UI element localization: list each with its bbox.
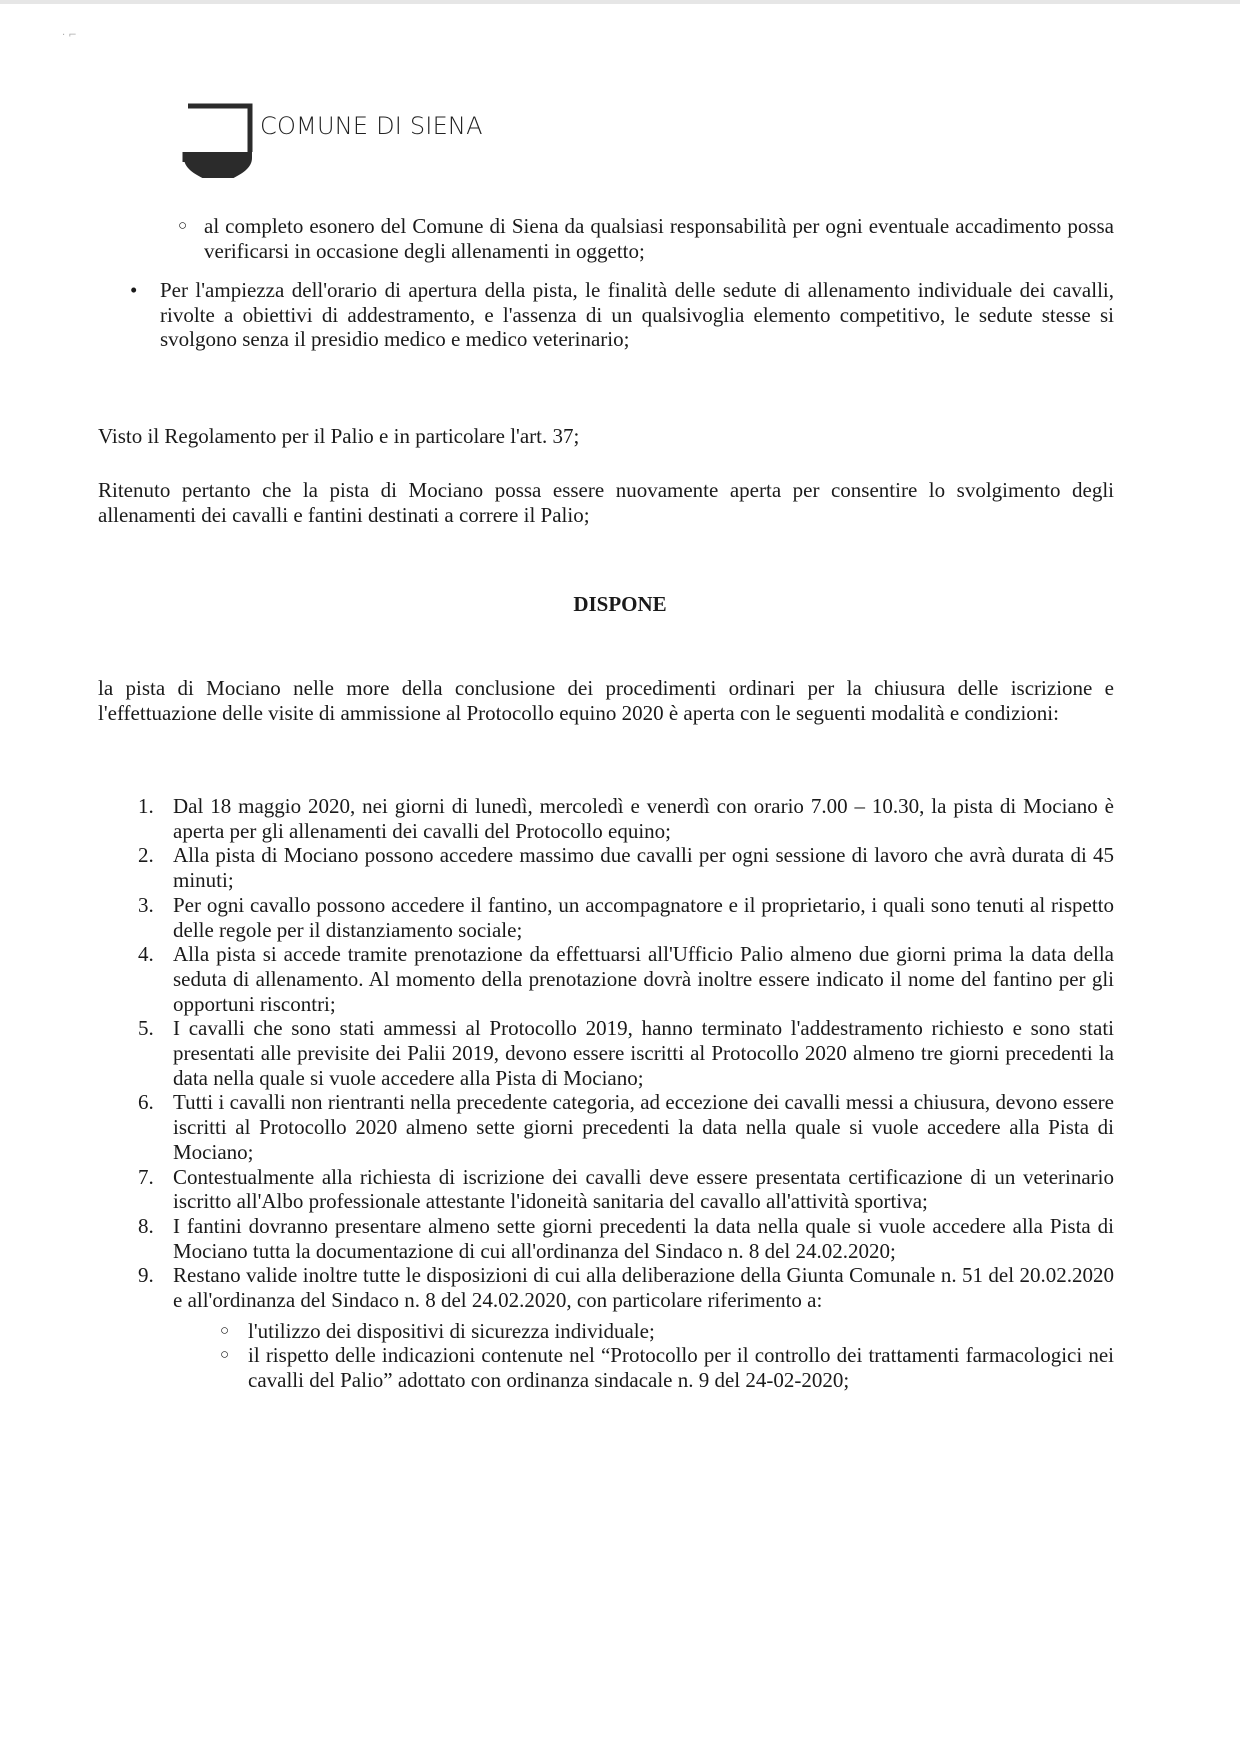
- list-item: [98, 1165, 1114, 1214]
- item-number: 6.: [138, 1090, 154, 1115]
- item-number: 2.: [138, 843, 154, 868]
- item-number: 4.: [138, 942, 154, 967]
- item-number: 7.: [138, 1164, 154, 1189]
- subitem-text: al completo esonero del Comune di Siena da qualsiasi responsabilità per ogni eventuale accadimento possa verificarsi in occasione degli allenamenti in oggetto;: [204, 214, 1114, 263]
- paragraph-visto: [98, 424, 1114, 449]
- circle-bullet-icon: ○: [220, 1322, 230, 1339]
- item-number: 9.: [138, 1263, 154, 1288]
- paragraph-ritenuto: [98, 478, 1114, 527]
- subitem-text: il rispetto delle indicazioni contenute nel “Protocollo per il controllo dei trattamenti farmacologici nei cavalli del Palio” adottato con ordinanza sindacale n. 9 del 24-02-2020;: [248, 1343, 1114, 1393]
- item-text: I cavalli che sono stati ammessi al Protocollo 2019, hanno terminato l'addestramento richiesto e sono stati presentati alle previsite dei Palii 2019, devono essere iscritti al Protocollo 2020 almeno tre giorni precedenti la data nella quale si vuole accedere alla Pista di Mociano;: [173, 1016, 1114, 1090]
- item-text: Dal 18 maggio 2020, nei giorni di lunedì, mercoledì e venerdì con orario 7.00 – 10.30, la pista di Mociano è aperta per gli allenamenti dei cavalli del Protocollo equino;: [173, 794, 1114, 843]
- list-item: [98, 1016, 1114, 1090]
- item-text: Tutti i cavalli non rientranti nella precedente categoria, ad eccezione dei cavalli messi a chiusura, devono essere iscritti al Protocollo 2020 almeno sette giorni precedenti la data nella quale si vuole accedere alla Pista di Mociano;: [173, 1090, 1114, 1164]
- numbered-list: [98, 794, 1114, 1393]
- circle-bullet-icon: ○: [178, 218, 188, 234]
- item-text: Alla pista di Mociano possono accedere massimo due cavalli per ogni sessione di lavoro che avrà durata di 45 minuti;: [173, 843, 1114, 893]
- list-item: [98, 1263, 1114, 1312]
- shield-icon: [180, 86, 256, 178]
- sub-list-item: [98, 1343, 1114, 1392]
- org-name: COMUNE DI SIENA: [260, 112, 483, 140]
- scan-marks: · ⌐: [62, 30, 77, 41]
- item-number: 5.: [138, 1016, 154, 1041]
- bullet-icon: •: [130, 278, 138, 302]
- subitem-text: l'utilizzo dei dispositivi di sicurezza individuale;: [248, 1318, 655, 1343]
- paragraph-dispone-intro: [98, 676, 1114, 725]
- list-item: [98, 794, 1114, 843]
- list-item: [98, 1090, 1114, 1164]
- dispone-heading: DISPONE: [573, 592, 667, 616]
- visto-text: Visto il Regolamento per il Palio e in particolare l'art. 37;: [98, 424, 580, 448]
- item-text: Alla pista si accede tramite prenotazione da effettuarsi all'Ufficio Palio almeno due giorni prima la data della seduta di allenamento. Al momento della prenotazione dovrà inoltre essere indicato il nome del fantino per gli opportuni riscontri;: [173, 942, 1114, 1016]
- intro-subitem: [98, 214, 1114, 263]
- item-text: Contestualmente alla richiesta di iscrizione dei cavalli deve essere presentata certificazione di un veterinario iscritto all'Albo professionale attestante l'idoneità sanitaria del cavallo all'attività sportiva;: [173, 1164, 1114, 1214]
- list-item: [98, 893, 1114, 942]
- list-item: [98, 843, 1114, 892]
- item-number: 3.: [138, 892, 154, 917]
- scan-edge: [0, 0, 1240, 4]
- item-text: Restano valide inoltre tutte le disposizioni di cui alla deliberazione della Giunta Comunale n. 51 del 20.02.2020 e all'ordinanza del Sindaco n. 8 del 24.02.2020, con particolare riferimento a:: [173, 1263, 1114, 1313]
- item-text: Per ogni cavallo possono accedere il fantino, un accompagnatore e il proprietario, i quali sono tenuti al rispetto delle regole per il distanziamento sociale;: [173, 892, 1114, 942]
- item-number: 8.: [138, 1213, 154, 1238]
- item-text: I fantini dovranno presentare almeno sette giorni precedenti la data nella quale si vuole accedere alla Pista di Mociano tutta la documentazione di cui all'ordinanza del Sindaco n. 8 del 24.02.2020;: [173, 1213, 1114, 1263]
- dispone-intro-text: la pista di Mociano nelle more della conclusione dei procedimenti ordinari per la chiusura delle iscrizione e l'effettuazione delle visite di ammissione al Protocollo equino 2020 è aperta con le seguenti modalità e condizioni:: [98, 676, 1114, 725]
- letterhead: [180, 86, 580, 176]
- sub-list-item: [98, 1319, 1114, 1344]
- circle-bullet-icon: ○: [220, 1347, 230, 1364]
- list-item: [98, 1214, 1114, 1263]
- bullet-text: Per l'ampiezza dell'orario di apertura della pista, le finalità delle sedute di allenamento individuale dei cavalli, rivolte a obiettivi di addestramento, e l'assenza di un qualsivoglia elemento competitivo, le sedute stesse si svolgono senza il presidio medico e medico veterinario;: [160, 278, 1114, 351]
- list-item: [98, 942, 1114, 1016]
- ritenuto-text: Ritenuto pertanto che la pista di Mociano possa essere nuovamente aperta per consentire lo svolgimento degli allenamenti dei cavalli e fantini destinati a correre il Palio;: [98, 478, 1114, 527]
- item-number: 1.: [138, 794, 154, 818]
- intro-bullet: [98, 278, 1114, 352]
